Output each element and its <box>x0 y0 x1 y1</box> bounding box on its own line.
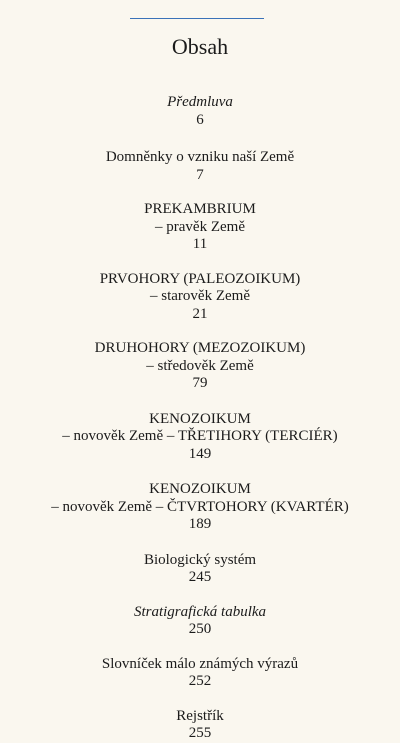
toc-entry-page-number: 21 <box>192 305 208 322</box>
toc-entry[interactable] <box>0 94 400 129</box>
toc-entry-page-number: 252 <box>188 673 212 689</box>
toc-entry-title: Rejstřík <box>176 707 224 724</box>
toc-entry-page-number: 79 <box>192 375 208 391</box>
toc-entry-subtitle: – středověk Země <box>146 357 254 374</box>
toc-entry-title: KENOZOIKUM <box>149 481 251 497</box>
toc-entry[interactable] <box>0 552 400 587</box>
toc-entry-subtitle: – novověk Země – TŘETIHORY (TERCIÉR) <box>62 428 338 444</box>
toc-entry-title: DRUHOHORY (MEZOZOIKUM) <box>94 340 306 356</box>
toc-entry-subtitle: – novověk Země – ČTVRTOHORY (KVARTÉR) <box>51 498 349 515</box>
toc-entry[interactable] <box>0 411 400 464</box>
top-divider-line <box>130 18 264 19</box>
table-of-contents <box>0 94 400 743</box>
toc-entry-page-number: 245 <box>188 569 212 585</box>
toc-entry-title: PREKAMBRIUM <box>144 201 256 217</box>
toc-entry[interactable] <box>0 481 400 534</box>
toc-entry[interactable] <box>0 271 400 324</box>
toc-entry-title: PRVOHORY (PALEOZOIKUM) <box>99 270 301 287</box>
page-title: Obsah <box>171 34 229 59</box>
toc-entry-page-number: 6 <box>196 111 204 128</box>
toc-entry[interactable] <box>0 201 400 254</box>
toc-entry[interactable] <box>0 149 400 184</box>
toc-entry-page-number: 149 <box>188 445 212 462</box>
toc-entry-page-number: 250 <box>188 621 212 637</box>
toc-entry[interactable] <box>0 340 400 393</box>
toc-entry-page-number: 7 <box>196 166 204 183</box>
toc-entry-subtitle: – starověk Země <box>150 288 250 304</box>
toc-entry-title: KENOZOIKUM <box>149 410 251 427</box>
toc-entry-page-number: 255 <box>188 725 212 741</box>
toc-entry-title: Stratigrafická tabulka <box>133 603 267 620</box>
toc-entry-title: Slovníček málo známých výrazů <box>101 655 299 672</box>
toc-entry-title: Domněnky o vzniku naší Země <box>105 149 295 165</box>
toc-entry-page-number: 189 <box>188 516 212 532</box>
toc-entry-page-number: 11 <box>192 236 208 252</box>
toc-entry[interactable] <box>0 656 400 691</box>
toc-entry[interactable] <box>0 604 400 639</box>
toc-entry-title: Biologický systém <box>143 551 257 568</box>
toc-entry-subtitle: – pravěk Země <box>155 218 245 235</box>
toc-entry[interactable] <box>0 708 400 743</box>
toc-entry-title: Předmluva <box>167 94 233 110</box>
